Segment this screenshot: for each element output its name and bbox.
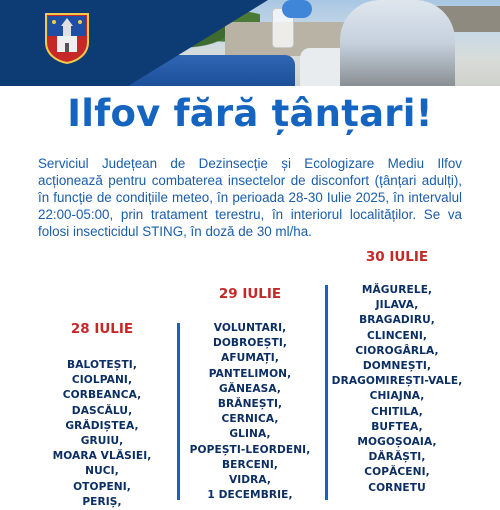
locality-item: BERCENI, — [221, 458, 279, 471]
locality-item: CORNETU — [368, 481, 426, 494]
locality-item: CLINCENI, — [366, 329, 428, 342]
schedule-column-30 — [322, 249, 472, 496]
locality-item: DASCĂLU, — [71, 404, 133, 417]
locality-item: OTOPENI, — [73, 480, 131, 493]
locality-list — [322, 283, 472, 496]
locality-item: CIOROGÂRLA, — [355, 344, 439, 357]
worker-figure — [340, 0, 455, 86]
locality-item: GLINA, — [229, 428, 271, 441]
column-date: 28 IULIE — [70, 321, 134, 337]
locality-item: CHIAJNA, — [369, 390, 425, 403]
blue-glove — [282, 0, 312, 18]
locality-item: MĂGURELE, — [361, 284, 433, 296]
locality-item: NUCI, — [85, 465, 119, 478]
schedule-column-28 — [32, 321, 172, 510]
locality-item: VOLUNTARI, — [213, 322, 287, 334]
locality-item: DOBROEȘTI, — [212, 337, 288, 350]
locality-list — [32, 358, 172, 510]
locality-item: GRĂDIȘTEA, — [65, 419, 139, 432]
schedule-column-29 — [180, 286, 320, 503]
header-photo — [0, 0, 500, 86]
locality-item: DOMNEȘTI, — [362, 360, 432, 373]
column-date: 29 IULIE — [218, 286, 282, 302]
locality-item: COPĂCENI, — [364, 466, 430, 479]
locality-item: 1 DECEMBRIE, — [207, 489, 293, 502]
locality-item: MOARA VLĂSIEI, — [52, 450, 152, 463]
locality-item: DRAGOMIREȘTI-VALE, — [331, 375, 463, 388]
ilfov-county-crest-icon — [44, 12, 90, 64]
locality-item: MOGOȘOAIA, — [357, 436, 437, 449]
locality-item: PANTELIMON, — [208, 367, 292, 380]
locality-item: PERIȘ, — [82, 495, 122, 508]
locality-item: CIOLPANI, — [71, 374, 133, 387]
locality-item: BRĂNEȘTI, — [217, 398, 283, 411]
locality-item: GĂNEASA, — [218, 382, 282, 395]
locality-item: CERNICA, — [221, 413, 279, 426]
locality-item: POPEȘTI-LEORDENI, — [189, 443, 311, 456]
locality-item: CORBEANCA, — [62, 389, 142, 402]
locality-item: AFUMAȚI, — [221, 352, 279, 365]
locality-item: BALOTEȘTI, — [67, 359, 137, 371]
locality-item: DĂRĂȘTI, — [368, 451, 426, 464]
intro-paragraph: Serviciul Județean de Dezinsecție și Ecologizare Mediu Ilfov acționează pentru combaterea insectelor de disconfort (țânțari adulți), în funcție de condițiile meteo, în perioada 28-30 Iulie 2025, în intervalul 22:00-05:00, prin tratament terestru, în interiorul localităților. Se va folosi insecticidul STING, în doză de 30 ml/ha. — [38, 156, 462, 239]
page-title: Ilfov fără țânțari! — [67, 92, 433, 135]
dark-panel-edge — [128, 0, 268, 86]
locality-item: BRAGADIRU, — [359, 314, 435, 327]
column-date: 30 IULIE — [365, 249, 429, 265]
locality-item: CHITILA, — [371, 405, 423, 418]
locality-item: VIDRA, — [228, 474, 272, 487]
locality-list — [180, 321, 320, 503]
locality-item: GRUIU, — [80, 435, 124, 448]
locality-item: BUFTEA, — [371, 420, 423, 433]
locality-item: JILAVA, — [375, 299, 419, 312]
